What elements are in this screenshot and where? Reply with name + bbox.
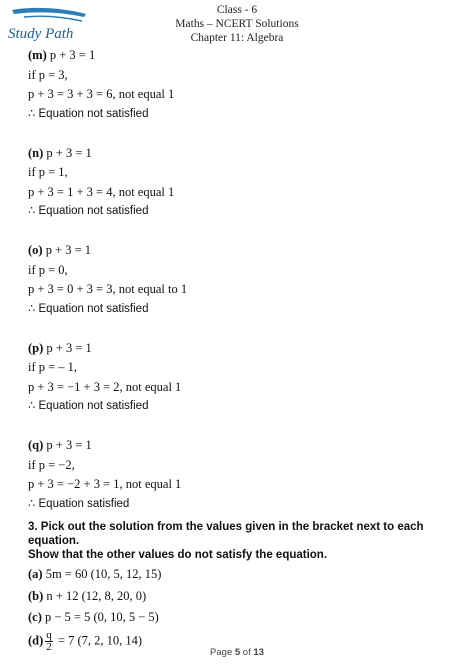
question-3a: [28, 565, 454, 585]
part-o: [28, 241, 454, 319]
part-label: (q): [28, 438, 44, 452]
part-label: (c): [28, 610, 42, 624]
part-q: [28, 436, 454, 514]
header-chapter: Chapter 11: Algebra: [190, 32, 284, 44]
header-class: Class - 6: [216, 4, 258, 16]
step-line: p + 3 = −1 + 3 = 2, not equal 1: [28, 379, 182, 394]
part-equation: = 7 (7, 2, 10, 14): [54, 632, 143, 647]
part-label: (o): [28, 243, 43, 257]
page-header: [0, 3, 474, 45]
part-equation: p + 3 = 1: [43, 340, 92, 355]
step-line: if p = 0,: [28, 262, 68, 277]
step-line: p + 3 = 3 + 3 = 6, not equal 1: [28, 87, 175, 101]
step-line: p + 3 = 1 + 3 = 4, not equal 1: [28, 184, 175, 199]
question-3-heading: [28, 520, 454, 562]
question-3-line-1: 3. Pick out the solution from the values given in the bracket next to each equation.: [28, 521, 424, 547]
part-equation: p − 5 = 5 (0, 10, 5 − 5): [41, 610, 159, 624]
part-equation: p + 3 = 1: [43, 438, 92, 452]
step-line: p + 3 = 0 + 3 = 3, not equal to 1: [28, 282, 188, 296]
page-footer: [0, 647, 474, 658]
part-m: [28, 46, 454, 124]
step-line: if p = – 1,: [28, 360, 78, 374]
part-label: (d): [28, 632, 44, 647]
conclusion-line: ∴ Equation not satisfied: [28, 205, 149, 217]
part-label: (p): [28, 340, 44, 355]
conclusion-line: ∴ Equation satisfied: [28, 497, 130, 510]
footer-page-total: 13: [253, 647, 264, 658]
part-label: (m): [28, 48, 47, 62]
question-3-line-2: Show that the other values do not satisfy the equation.: [28, 549, 328, 561]
footer-middle: of: [240, 647, 254, 658]
part-equation: p + 3 = 1: [43, 145, 92, 160]
header-subject: Maths – NCERT Solutions: [175, 18, 299, 30]
part-equation: 5m = 60 (10, 5, 12, 15): [42, 567, 162, 581]
part-label: (n): [28, 145, 44, 160]
conclusion-line: ∴ Equation not satisfied: [28, 302, 149, 315]
step-line: if p = −2,: [28, 457, 75, 472]
part-equation: p + 3 = 1: [46, 48, 96, 62]
logo-text: Study Path: [8, 26, 74, 42]
part-label: (b): [28, 588, 44, 603]
footer-page-number: 5: [234, 647, 241, 658]
step-line: if p = 3,: [28, 67, 68, 82]
question-3c: [28, 608, 454, 628]
part-n: [28, 144, 454, 222]
fraction-denominator: 2: [46, 640, 52, 653]
step-line: p + 3 = −2 + 3 = 1, not equal 1: [28, 477, 182, 491]
part-p: [28, 339, 454, 417]
footer-prefix: Page: [210, 647, 235, 658]
part-label: (a): [28, 567, 43, 581]
part-equation: n + 12 (12, 8, 20, 0): [43, 588, 147, 603]
conclusion-line: ∴ Equation not satisfied: [28, 400, 149, 412]
step-line: if p = 1,: [28, 165, 68, 179]
question-3b: [28, 587, 454, 607]
part-equation: p + 3 = 1: [42, 243, 92, 257]
page-content: [28, 46, 454, 653]
conclusion-line: ∴ Equation not satisfied: [28, 107, 149, 120]
fraction-numerator: q: [46, 628, 52, 641]
